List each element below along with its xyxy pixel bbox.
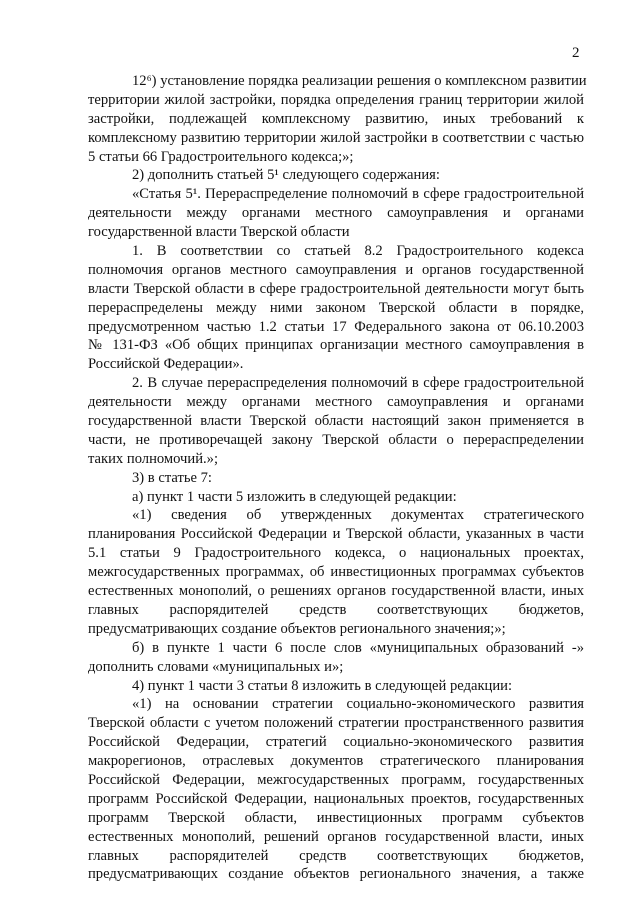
text-line: 4) пункт 1 части 3 статьи 8 изложить в следующей редакции: xyxy=(132,677,513,694)
text-line: 1. В соответствии со статьей 8.2 Градостроительного кодекса xyxy=(132,243,584,260)
text-line: 5 статьи 66 Градостроительного кодекса;»; xyxy=(88,148,354,165)
text-line: 3) в статье 7: xyxy=(132,469,212,486)
text-line: естественных монополий, решений органов государственной власти, иных xyxy=(88,828,584,845)
text-line: государственной власти Тверской области настоящий закон применяется в xyxy=(88,413,584,430)
text-line: программ Российской Федерации, национальных проектов, государственных xyxy=(88,790,584,807)
text-line: государственной власти Тверской области xyxy=(88,224,350,241)
text-line: 5.1 статьи 9 Градостроительного кодекса, о национальных проектах, xyxy=(88,545,584,562)
text-line: «1) сведения об утвержденных документах стратегического xyxy=(132,507,584,524)
text-line: № 131-ФЗ «Об общих принципах организации местного самоуправления в xyxy=(88,337,584,354)
text-line: перераспределены между ними законом Тверской области в порядке, xyxy=(88,299,584,316)
text-line: главных распорядителей средств соответствующих бюджетов, xyxy=(88,601,584,618)
text-line: б) в пункте 1 части 6 после слов «муниципальных образований -» xyxy=(132,639,584,656)
text-line: предусматривающих создание объектов регионального значения, а также xyxy=(88,866,584,883)
text-line: 2) дополнить статьей 5¹ следующего содержания: xyxy=(132,167,440,184)
text-line: предусматривающих создание объектов регионального значения;»; xyxy=(88,620,506,637)
text-line: предусмотренном частью 1.2 статьи 17 Федерального закона от 06.10.2003 xyxy=(88,318,584,335)
text-line: Тверской области с учетом положений стратегии пространственного развития xyxy=(88,715,584,732)
text-line: дополнить словами «муниципальных и»; xyxy=(88,658,344,675)
text-line: части, не противоречащей закону Тверской области о перераспределении xyxy=(88,431,584,448)
text-line: Российской Федерации, стратегий социально-экономического развития xyxy=(88,734,584,751)
text-line: Российской Федерации, межгосударственных программ, государственных xyxy=(88,771,584,788)
text-line: власти Тверской области в сфере градостроительной деятельности могут быть xyxy=(88,280,584,297)
text-line: планирования Российской Федерации и Тверской области, указанных в части xyxy=(88,526,584,543)
text-line: программ Тверской области, инвестиционных программ субъектов xyxy=(88,809,584,826)
text-line: территории жилой застройки, порядка определения границ территории жилой xyxy=(88,91,584,108)
text-line: деятельности между органами местного самоуправления и органами xyxy=(88,205,584,222)
text-line: полномочия органов местного самоуправления и органов государственной xyxy=(88,261,584,278)
text-line: Российской Федерации». xyxy=(88,356,244,373)
text-line: 2. В случае перераспределения полномочий в сфере градостроительной xyxy=(132,375,584,392)
text-line: «1) на основании стратегии социально-экономического развития xyxy=(132,696,584,713)
text-line: а) пункт 1 части 5 изложить в следующей редакции: xyxy=(132,488,457,505)
text-line: таких полномочий.»; xyxy=(88,450,219,467)
text-line: застройки, подлежащей комплексному развитию, иных требований к xyxy=(88,110,584,127)
text-line: главных распорядителей средств соответствующих бюджетов, xyxy=(88,847,584,864)
text-line: деятельности между органами местного самоуправления и органами xyxy=(88,394,584,411)
text-line: «Статья 5¹. Перераспределение полномочий в сфере градостроительной xyxy=(132,186,584,203)
text-line: 12⁶) установление порядка реализации решения о комплексном развитии xyxy=(132,73,587,89)
document-body xyxy=(88,72,587,884)
text-line: естественных монополий, о решениях органов государственной власти, иных xyxy=(88,583,584,600)
page-number: 2 xyxy=(572,45,580,61)
text-line: макрорегионов, отраслевых документов стратегического планирования xyxy=(88,753,584,770)
text-line: комплексному развитию территории жилой застройки в соответствии с частью xyxy=(88,129,584,146)
text-line: межгосударственных программах, об инвестиционных программах субъектов xyxy=(88,564,584,581)
